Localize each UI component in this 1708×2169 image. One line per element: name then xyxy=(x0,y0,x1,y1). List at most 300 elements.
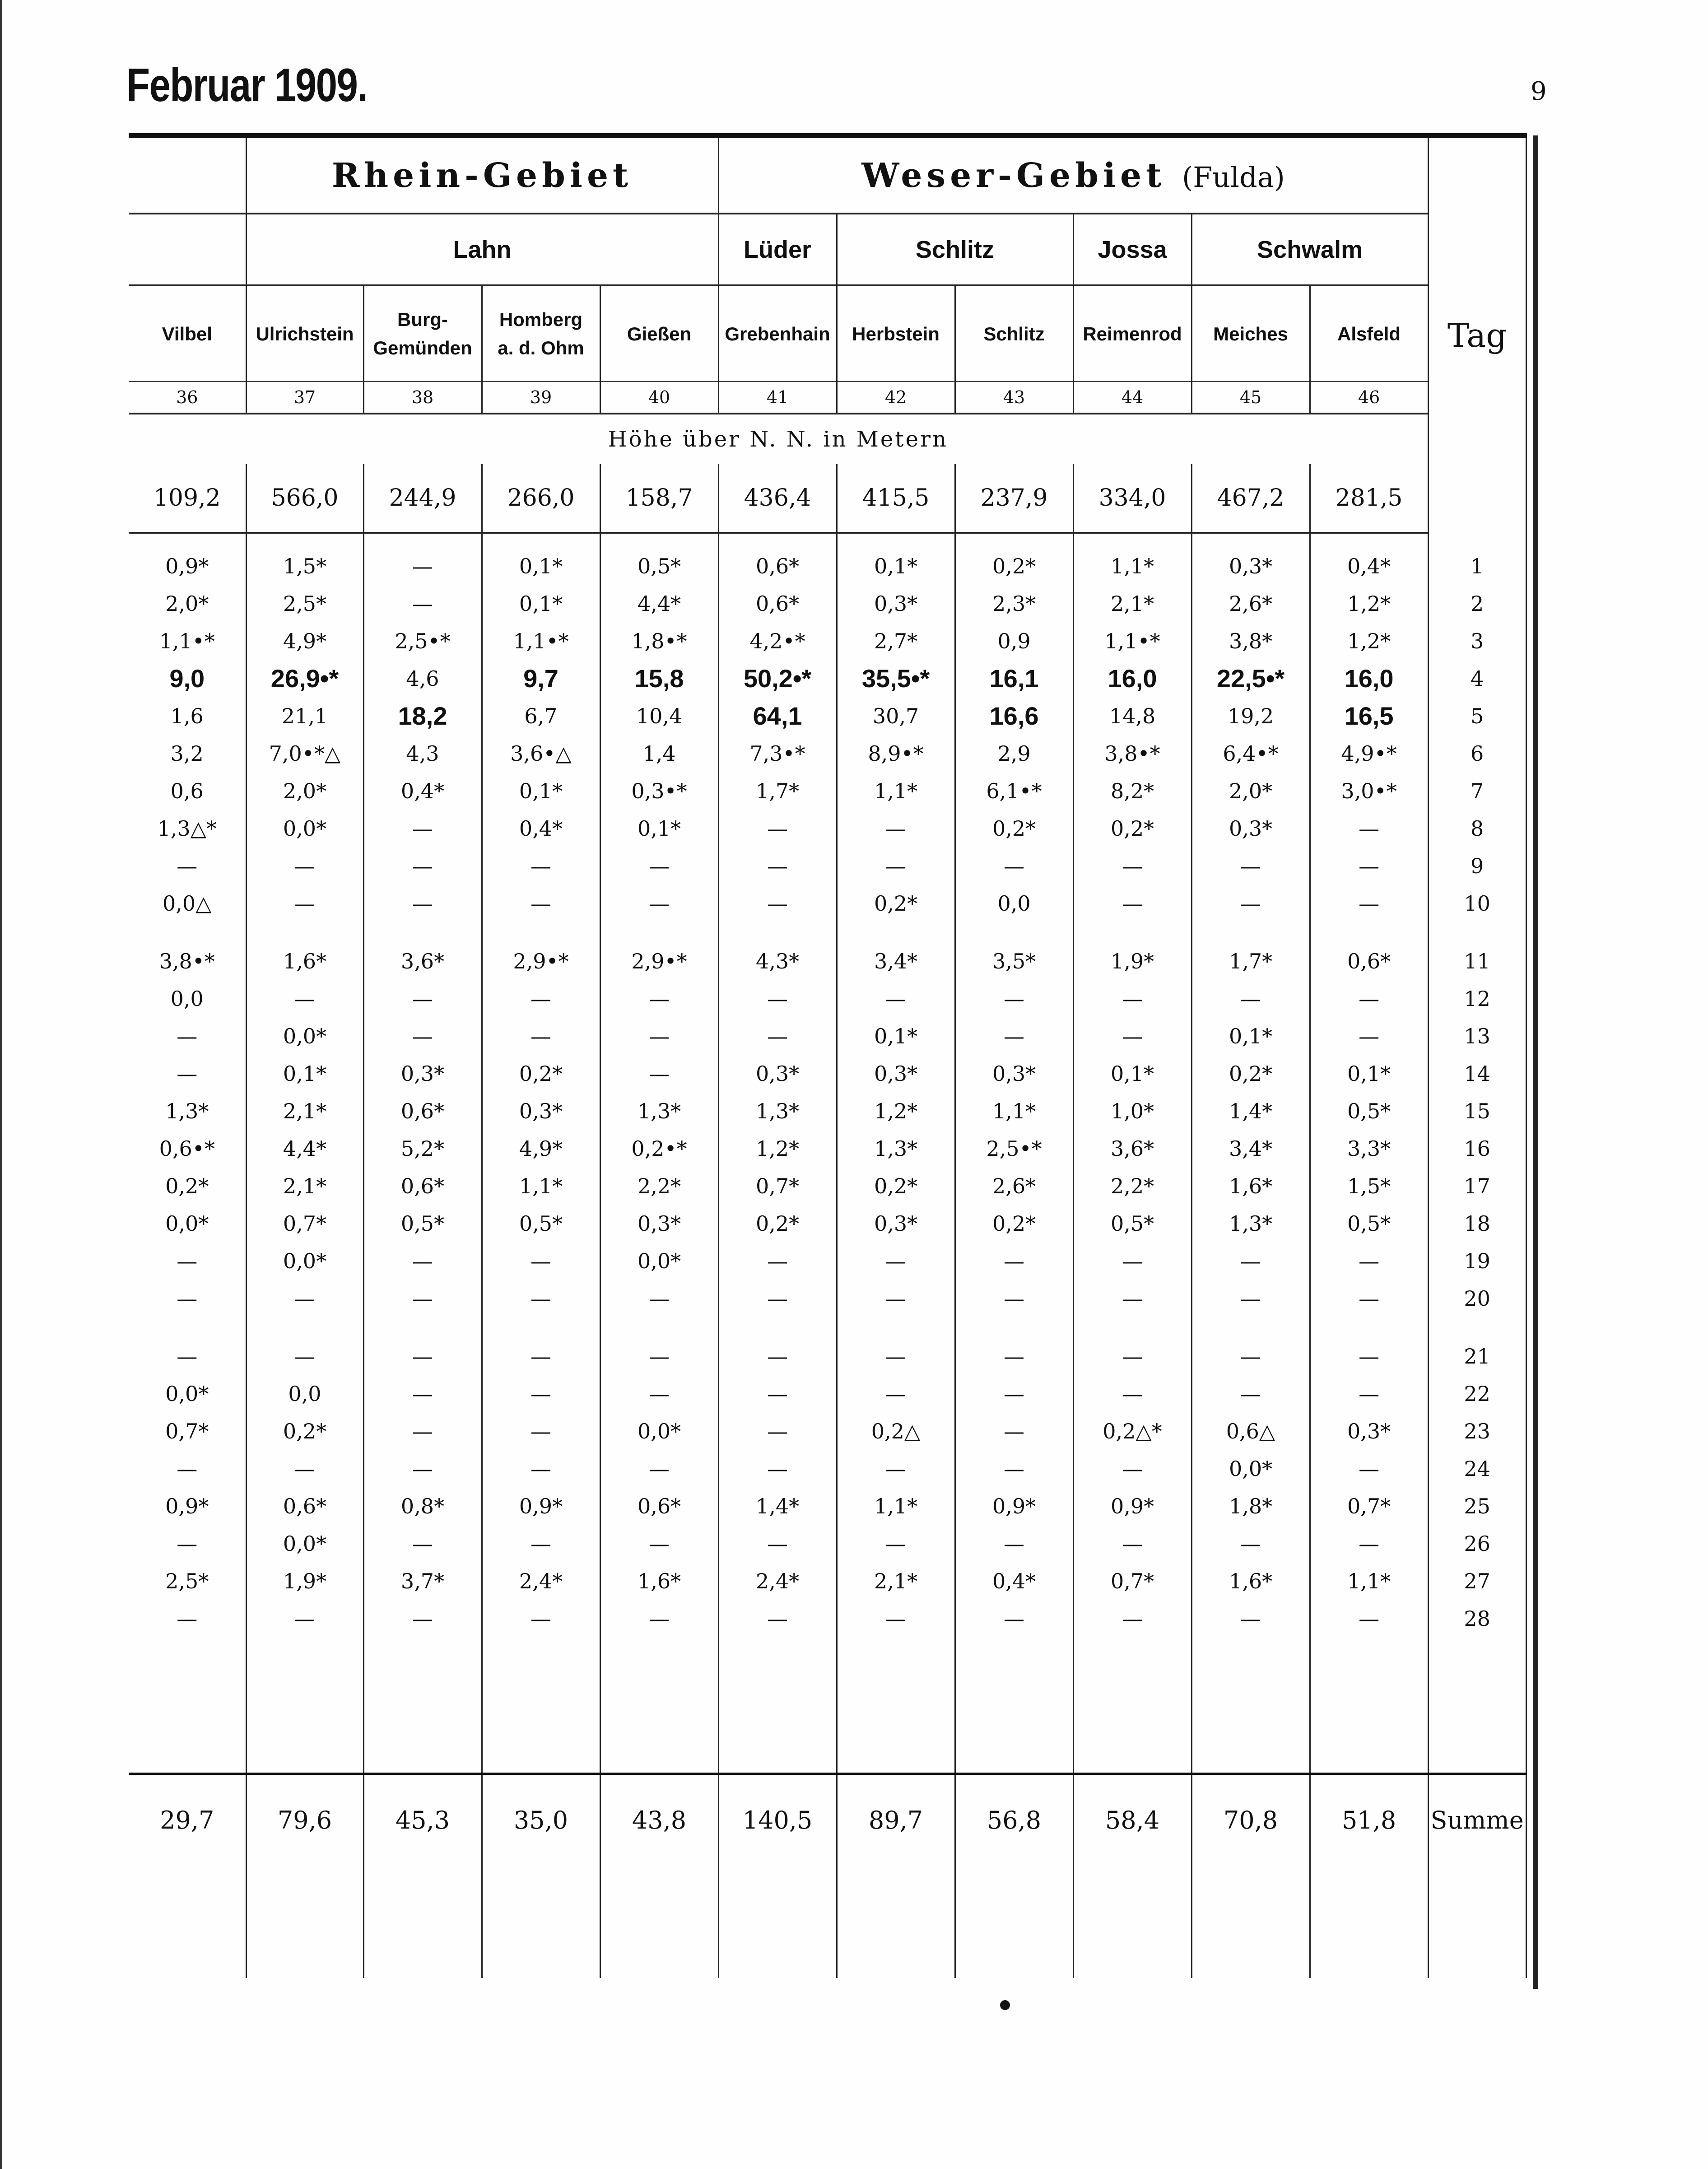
precip-value-cell: — xyxy=(363,1600,482,1637)
precip-value-cell: 0,3* xyxy=(837,1205,955,1242)
precip-value-cell: 0,5* xyxy=(482,1205,600,1242)
precip-value-cell: — xyxy=(1073,1017,1191,1055)
precip-value-cell: — xyxy=(246,847,363,884)
schwalm-header: Schwalm xyxy=(1191,214,1428,285)
table-row xyxy=(129,1525,1526,1562)
precip-value-cell: — xyxy=(600,1280,718,1317)
station-elevation: 281,5 xyxy=(1310,464,1428,533)
day-number: 5 xyxy=(1428,697,1526,735)
station-number: 43 xyxy=(955,382,1073,414)
station-elevation: 266,0 xyxy=(482,464,600,533)
spacer-cell xyxy=(837,1317,955,1337)
precip-value-cell: 2,3* xyxy=(955,585,1073,622)
precip-value-cell: 9,7 xyxy=(482,660,600,697)
spacer-cell xyxy=(246,1317,363,1337)
precip-value-cell: — xyxy=(600,1525,718,1562)
precip-value-cell: — xyxy=(1310,980,1428,1017)
precip-value-cell: — xyxy=(1073,1280,1191,1317)
table-row xyxy=(129,1055,1526,1092)
precip-value-cell: 0,2* xyxy=(1073,810,1191,847)
day-number: 9 xyxy=(1428,847,1526,884)
station-header xyxy=(1310,285,1428,382)
precip-value-cell: — xyxy=(718,1017,837,1055)
precip-value-cell: 1,7* xyxy=(718,772,837,810)
precip-value-cell: 1,4* xyxy=(718,1487,837,1525)
station-name: Herbstein xyxy=(852,323,940,344)
precip-value-cell: 3,5* xyxy=(955,942,1073,980)
precip-value-cell: 2,9•* xyxy=(600,942,718,980)
table-row xyxy=(129,1412,1526,1450)
precip-value-cell: 0,0* xyxy=(129,1205,246,1242)
sum-value-cell: 45,3 xyxy=(363,1774,482,1866)
precip-value-cell: 0,6•* xyxy=(129,1130,246,1167)
sum-value-cell: 140,5 xyxy=(718,1774,837,1866)
precip-value-cell: — xyxy=(1191,1375,1310,1412)
precip-value-cell: 1,5* xyxy=(246,547,363,585)
spacer-cell xyxy=(718,922,837,942)
summe-row xyxy=(129,1774,1526,1866)
station-number: 37 xyxy=(246,382,363,414)
spacer-cell xyxy=(1073,1317,1191,1337)
spacer-cell xyxy=(246,533,363,547)
precip-value-cell: — xyxy=(129,1450,246,1487)
precip-value-cell: 0,1* xyxy=(1310,1055,1428,1092)
precip-value-cell: 3,3* xyxy=(1310,1130,1428,1167)
precip-value-cell: 7,0•*△ xyxy=(246,735,363,772)
spacer-cell xyxy=(1428,922,1526,942)
spacer-cell xyxy=(363,533,482,547)
spacer-cell xyxy=(1310,1317,1428,1337)
spacer-cell xyxy=(718,1637,837,1774)
precip-value-cell: 3,4* xyxy=(837,942,955,980)
day-number: 13 xyxy=(1428,1017,1526,1055)
precip-value-cell: 10,4 xyxy=(600,697,718,735)
precip-value-cell: — xyxy=(718,980,837,1017)
spacer-cell xyxy=(482,533,600,547)
precip-value-cell: 1,6* xyxy=(1191,1167,1310,1205)
precip-value-cell: 14,8 xyxy=(1073,697,1191,735)
precip-value-cell: 0,1* xyxy=(1073,1055,1191,1092)
spacer-cell xyxy=(1191,1317,1310,1337)
precip-value-cell: — xyxy=(600,1337,718,1375)
precip-value-cell: 2,9 xyxy=(955,735,1073,772)
table-row xyxy=(129,1017,1526,1055)
precip-value-cell: — xyxy=(246,980,363,1017)
precip-value-cell: 4,9* xyxy=(482,1130,600,1167)
precip-value-cell: 0,6* xyxy=(718,585,837,622)
precip-value-cell: — xyxy=(1073,1450,1191,1487)
station-number: 45 xyxy=(1191,382,1310,414)
precip-value-cell: — xyxy=(1073,980,1191,1017)
precip-value-cell: 1,3△* xyxy=(129,810,246,847)
station-header xyxy=(363,285,482,382)
precip-value-cell: 0,3* xyxy=(1191,810,1310,847)
precip-value-cell: — xyxy=(955,980,1073,1017)
precip-value-cell: 0,6* xyxy=(363,1092,482,1130)
precipitation-table xyxy=(129,133,1527,1978)
day-number: 7 xyxy=(1428,772,1526,810)
precip-value-cell: 4,3* xyxy=(718,942,837,980)
precip-value-cell: 1,1•* xyxy=(482,622,600,660)
precip-value-cell: 0,9* xyxy=(129,1487,246,1525)
station-name: Grebenhain xyxy=(725,323,830,344)
precip-value-cell: 6,4•* xyxy=(1191,735,1310,772)
precip-value-cell: 16,1 xyxy=(955,660,1073,697)
precip-value-cell: 0,6* xyxy=(363,1167,482,1205)
precip-value-cell: 0,2△ xyxy=(837,1412,955,1450)
spacer-cell xyxy=(718,533,837,547)
spacer-cell xyxy=(837,533,955,547)
day-number: 12 xyxy=(1428,980,1526,1017)
spacer-cell xyxy=(600,922,718,942)
precip-value-cell: 0,9* xyxy=(1073,1487,1191,1525)
day-number: 22 xyxy=(1428,1375,1526,1412)
precip-value-cell: 64,1 xyxy=(718,697,837,735)
precip-value-cell: — xyxy=(718,810,837,847)
precip-value-cell: — xyxy=(363,585,482,622)
spacer-cell xyxy=(600,533,718,547)
table-row xyxy=(129,1130,1526,1167)
jossa-header: Jossa xyxy=(1073,214,1191,285)
precip-value-cell: 0,3* xyxy=(600,1205,718,1242)
precip-value-cell: 0,3* xyxy=(363,1055,482,1092)
precip-value-cell: 0,2* xyxy=(955,547,1073,585)
table-row xyxy=(129,942,1526,980)
spacer-cell xyxy=(837,922,955,942)
precip-value-cell: 3,6•△ xyxy=(482,735,600,772)
day-number: 19 xyxy=(1428,1242,1526,1280)
precip-value-cell: — xyxy=(363,1017,482,1055)
precip-value-cell: — xyxy=(600,884,718,922)
lahn-header: Lahn xyxy=(246,214,718,285)
precip-value-cell: 0,2* xyxy=(955,810,1073,847)
precip-value-cell: — xyxy=(837,1242,955,1280)
precip-value-cell: — xyxy=(482,847,600,884)
precip-value-cell: — xyxy=(363,1450,482,1487)
spacer-cell xyxy=(1191,533,1310,547)
sum-value-cell: 35,0 xyxy=(482,1774,600,1866)
day-number: 28 xyxy=(1428,1600,1526,1637)
day-number: 23 xyxy=(1428,1412,1526,1450)
station-number: 44 xyxy=(1073,382,1191,414)
precip-value-cell: 1,1* xyxy=(1310,1562,1428,1600)
table-row xyxy=(129,810,1526,847)
precip-value-cell: — xyxy=(837,1337,955,1375)
precip-value-cell: 1,1•* xyxy=(1073,622,1191,660)
precip-value-cell: 0,1* xyxy=(600,810,718,847)
day-number: 25 xyxy=(1428,1487,1526,1525)
spacer-cell xyxy=(1310,922,1428,942)
precip-value-cell: — xyxy=(837,1525,955,1562)
precip-value-cell: 2,1* xyxy=(246,1092,363,1130)
precip-value-cell: 1,6* xyxy=(1191,1562,1310,1600)
precip-value-cell: — xyxy=(1310,884,1428,922)
station-elevation: 244,9 xyxy=(363,464,482,533)
spacer-cell xyxy=(363,1637,482,1774)
station-elevation: 566,0 xyxy=(246,464,363,533)
precip-value-cell: 1,2* xyxy=(1310,622,1428,660)
precip-value-cell: 7,3•* xyxy=(718,735,837,772)
spacer-cell xyxy=(600,1317,718,1337)
precip-value-cell: 3,7* xyxy=(363,1562,482,1600)
station-name: Alsfeld xyxy=(1337,323,1401,344)
precip-value-cell: — xyxy=(1073,1525,1191,1562)
rhein-gebiet-header xyxy=(246,136,718,214)
station-number: 41 xyxy=(718,382,837,414)
precip-value-cell: 50,2•* xyxy=(718,660,837,697)
station-name: Gießen xyxy=(627,323,692,344)
precip-value-cell: 0,5* xyxy=(600,547,718,585)
precip-value-cell: 1,8•* xyxy=(600,622,718,660)
table-row xyxy=(129,1487,1526,1525)
precip-value-cell: 16,0 xyxy=(1310,660,1428,697)
precip-value-cell: — xyxy=(482,1450,600,1487)
precip-value-cell: — xyxy=(1310,1450,1428,1487)
table-row xyxy=(129,884,1526,922)
precip-value-cell: — xyxy=(1073,847,1191,884)
precip-value-cell: 0,0 xyxy=(955,884,1073,922)
precip-value-cell: 0,7* xyxy=(246,1205,363,1242)
spacer-cell xyxy=(129,1865,246,1978)
spacer-cell xyxy=(837,1865,955,1978)
precip-value-cell: 2,0* xyxy=(1191,772,1310,810)
station-elevation: 467,2 xyxy=(1191,464,1310,533)
station-elevation: 334,0 xyxy=(1073,464,1191,533)
precip-value-cell: — xyxy=(718,1337,837,1375)
precip-value-cell: — xyxy=(363,1412,482,1450)
precip-value-cell: — xyxy=(363,1525,482,1562)
precip-value-cell: 4,9•* xyxy=(1310,735,1428,772)
station-number: 39 xyxy=(482,382,600,414)
day-number: 4 xyxy=(1428,660,1526,697)
precip-value-cell: 1,8* xyxy=(1191,1487,1310,1525)
precip-value-cell: — xyxy=(363,884,482,922)
precip-value-cell: — xyxy=(1310,1017,1428,1055)
page-number: 9 xyxy=(1531,77,1547,106)
precip-value-cell: — xyxy=(129,1055,246,1092)
precip-value-cell: 0,2* xyxy=(837,884,955,922)
precip-value-cell: — xyxy=(246,1280,363,1317)
precip-value-cell: — xyxy=(246,884,363,922)
precip-value-cell: 1,9* xyxy=(246,1562,363,1600)
precip-value-cell: — xyxy=(1310,847,1428,884)
precip-value-cell: — xyxy=(482,1017,600,1055)
station-header xyxy=(1191,285,1310,382)
precip-value-cell: — xyxy=(482,1337,600,1375)
sum-value-cell: 70,8 xyxy=(1191,1774,1310,1866)
precipitation-table-sheet xyxy=(129,133,1526,1989)
precip-value-cell: — xyxy=(955,1017,1073,1055)
precip-value-cell: — xyxy=(129,1525,246,1562)
station-header xyxy=(129,285,246,382)
precip-value-cell: 22,5•* xyxy=(1191,660,1310,697)
precip-value-cell: 2,2* xyxy=(1073,1167,1191,1205)
precip-value-cell: 16,5 xyxy=(1310,697,1428,735)
precip-value-cell: 19,2 xyxy=(1191,697,1310,735)
station-number: 38 xyxy=(363,382,482,414)
spacer-cell xyxy=(129,1317,246,1337)
precip-value-cell: — xyxy=(246,1450,363,1487)
day-number: 14 xyxy=(1428,1055,1526,1092)
precip-value-cell: — xyxy=(363,847,482,884)
precip-value-cell: 4,4* xyxy=(246,1130,363,1167)
day-number: 11 xyxy=(1428,942,1526,980)
precip-value-cell: 0,7* xyxy=(1073,1562,1191,1600)
precip-value-cell: — xyxy=(363,1280,482,1317)
precip-value-cell: — xyxy=(600,1375,718,1412)
precip-value-cell: 0,1* xyxy=(837,1017,955,1055)
precip-value-cell: — xyxy=(600,1055,718,1092)
spacer-cell xyxy=(1191,1865,1310,1978)
spacer-cell xyxy=(1428,1637,1526,1774)
table-row xyxy=(129,847,1526,884)
precip-value-cell: 2,2* xyxy=(600,1167,718,1205)
day-number: 20 xyxy=(1428,1280,1526,1317)
hoehe-caption: Höhe über N. N. in Metern xyxy=(608,427,948,452)
station-name-line2: Gemünden xyxy=(373,337,472,358)
spacer-cell xyxy=(1428,1865,1526,1978)
sum-value-cell: 29,7 xyxy=(129,1774,246,1866)
station-elevation: 415,5 xyxy=(837,464,955,533)
precip-value-cell: 4,4* xyxy=(600,585,718,622)
precip-value-cell: — xyxy=(1191,1337,1310,1375)
table-row xyxy=(129,547,1526,585)
precip-value-cell: 1,2* xyxy=(718,1130,837,1167)
precip-value-cell: — xyxy=(837,847,955,884)
precip-value-cell: — xyxy=(482,1412,600,1450)
precip-value-cell: 0,8* xyxy=(363,1487,482,1525)
precip-value-cell: 0,3•* xyxy=(600,772,718,810)
station-elevation: 436,4 xyxy=(718,464,837,533)
day-number: 17 xyxy=(1428,1167,1526,1205)
station-name: Homberg xyxy=(499,309,583,330)
precip-value-cell: — xyxy=(482,884,600,922)
day-number: 2 xyxy=(1428,585,1526,622)
precip-value-cell: — xyxy=(363,1375,482,1412)
precip-value-cell: — xyxy=(955,1280,1073,1317)
precip-value-cell: 0,6 xyxy=(129,772,246,810)
sum-value-cell: 58,4 xyxy=(1073,1774,1191,1866)
precip-value-cell: 0,6* xyxy=(246,1487,363,1525)
precip-value-cell: — xyxy=(955,1525,1073,1562)
station-name: Reimenrod xyxy=(1083,323,1182,344)
station-header xyxy=(837,285,955,382)
precip-value-cell: — xyxy=(1191,1280,1310,1317)
precip-value-cell: 1,2* xyxy=(1310,585,1428,622)
spacer-cell xyxy=(246,1637,363,1774)
spacer-cell xyxy=(1191,922,1310,942)
precip-value-cell: 2,0* xyxy=(246,772,363,810)
sum-value-cell: 43,8 xyxy=(600,1774,718,1866)
precip-value-cell: 0,0* xyxy=(600,1412,718,1450)
precip-value-cell: 0,0* xyxy=(246,1242,363,1280)
precip-value-cell: 0,2* xyxy=(718,1205,837,1242)
precip-value-cell: — xyxy=(600,1450,718,1487)
spacer-cell xyxy=(363,922,482,942)
precip-value-cell: — xyxy=(363,980,482,1017)
precip-value-cell: — xyxy=(718,847,837,884)
tag-label: Tag xyxy=(1447,317,1507,354)
precip-value-cell: — xyxy=(1310,1280,1428,1317)
spacer-cell xyxy=(955,533,1073,547)
station-header xyxy=(1073,285,1191,382)
precip-value-cell: — xyxy=(1073,884,1191,922)
precip-value-cell: 0,1* xyxy=(837,547,955,585)
station-number: 42 xyxy=(837,382,955,414)
precip-value-cell: 1,3* xyxy=(129,1092,246,1130)
spacer-cell xyxy=(482,1865,600,1978)
precip-value-cell: 16,0 xyxy=(1073,660,1191,697)
precip-value-cell: 0,1* xyxy=(482,547,600,585)
precip-value-cell: 0,7* xyxy=(718,1167,837,1205)
precip-value-cell: 1,1* xyxy=(955,1092,1073,1130)
precip-value-cell: 0,2* xyxy=(246,1412,363,1450)
station-number: 40 xyxy=(600,382,718,414)
spacer-cell xyxy=(955,1865,1073,1978)
precip-value-cell: — xyxy=(955,1412,1073,1450)
day-number: 27 xyxy=(1428,1562,1526,1600)
precip-value-cell: 1,3* xyxy=(718,1092,837,1130)
table-row xyxy=(129,735,1526,772)
precip-value-cell: 2,5* xyxy=(246,585,363,622)
precip-value-cell: — xyxy=(1073,1600,1191,1637)
precip-value-cell: 1,1* xyxy=(837,1487,955,1525)
precip-value-cell: — xyxy=(482,980,600,1017)
precip-value-cell: 16,6 xyxy=(955,697,1073,735)
station-header xyxy=(482,285,600,382)
day-number: 6 xyxy=(1428,735,1526,772)
precip-value-cell: — xyxy=(955,1450,1073,1487)
precip-value-cell: 0,5* xyxy=(1310,1092,1428,1130)
day-number: 16 xyxy=(1428,1130,1526,1167)
precip-value-cell: — xyxy=(363,1337,482,1375)
summe-label: Summe xyxy=(1428,1774,1526,1866)
precip-value-cell: — xyxy=(837,1450,955,1487)
day-number: 24 xyxy=(1428,1450,1526,1487)
precip-value-cell: 4,3 xyxy=(363,735,482,772)
precip-value-cell: 0,3* xyxy=(1191,547,1310,585)
precip-value-cell: 21,1 xyxy=(246,697,363,735)
precip-value-cell: — xyxy=(246,1337,363,1375)
spacer-cell xyxy=(1310,1637,1428,1774)
precip-value-cell: — xyxy=(1073,1337,1191,1375)
precip-value-cell: 3,6* xyxy=(363,942,482,980)
station-name: Schlitz xyxy=(983,323,1045,344)
precip-value-cell: — xyxy=(1191,980,1310,1017)
precip-value-cell: — xyxy=(1191,1600,1310,1637)
precip-value-cell: 3,4* xyxy=(1191,1130,1310,1167)
lueder-header: Lüder xyxy=(718,214,837,285)
precip-value-cell: 8,9•* xyxy=(837,735,955,772)
station-number: 36 xyxy=(129,382,246,414)
station-name-line2: a. d. Ohm xyxy=(498,337,584,358)
station-name: Vilbel xyxy=(162,323,212,344)
precip-value-cell: 0,2•* xyxy=(600,1130,718,1167)
precip-value-cell: 0,1* xyxy=(246,1055,363,1092)
station-header xyxy=(718,285,837,382)
blank-header-cell xyxy=(129,136,246,214)
precip-value-cell: 2,5•* xyxy=(955,1130,1073,1167)
precip-value-cell: 0,9* xyxy=(129,547,246,585)
precip-value-cell: 0,4* xyxy=(482,810,600,847)
table-row xyxy=(129,1337,1526,1375)
precip-value-cell: — xyxy=(1310,1525,1428,1562)
page-title: Februar 1909. xyxy=(126,59,368,112)
precip-value-cell: — xyxy=(1310,1337,1428,1375)
precip-value-cell: 1,3* xyxy=(1191,1205,1310,1242)
table-row xyxy=(129,1167,1526,1205)
table-row xyxy=(129,1562,1526,1600)
